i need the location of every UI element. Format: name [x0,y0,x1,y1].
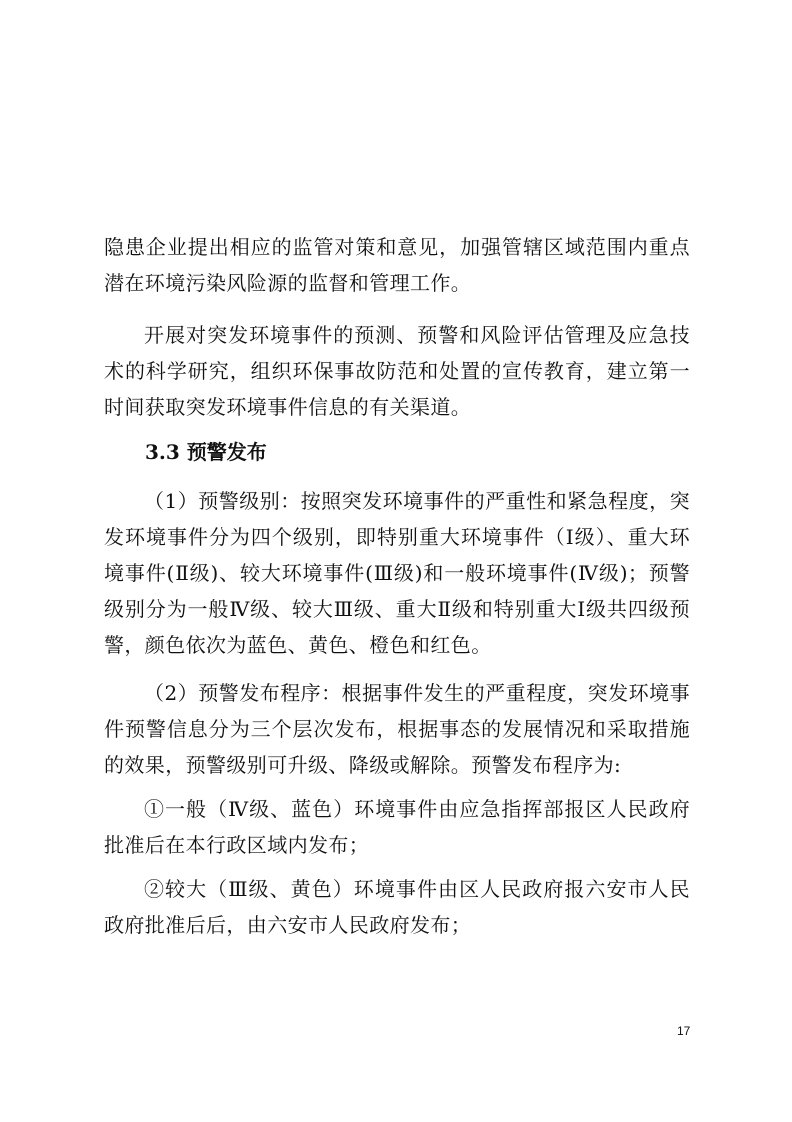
paragraph-level-iv-release: ①一般（Ⅳ级、蓝色）环境事件由应急指挥部报区人民政府批准后在本行政区域内发布； [104,797,690,857]
paragraph-warning-procedure: （2）预警发布程序：根据事件发生的严重程度，突发环境事件预警信息分为三个层次发布，根据事态的发展情况和采取措施的效果，预警级别可升级、降级或解除。预警发布程序为: [104,681,690,777]
paragraph-warning-levels: （1）预警级别：按照突发环境事件的严重性和紧急程度，突发环境事件分为四个级别，即特别重大环境事件（Ⅰ级）、重大环境事件(Ⅱ级)、较大环境事件(Ⅲ级)和一般环境事件(Ⅳ级)；预警级别分为一般Ⅳ级、较大Ⅲ级、重大Ⅱ级和特别重大Ⅰ级共四级预警，颜色依次为蓝色、黄色、橙色和红色。 [104,489,690,657]
paragraph-level-iii-release: ②较大（Ⅲ级、黄色）环境事件由区人民政府报六安市人民政府批准后后，由六安市人民政府发布； [104,877,690,937]
paragraph-research-education: 开展对突发环境事件的预测、预警和风险评估管理及应急技术的科学研究，组织环保事故防范和处置的宣传教育，建立第一时间获取突发环境事件信息的有关渠道。 [104,323,690,419]
paragraph-hazard-supervision: 隐患企业提出相应的监管对策和意见，加强管辖区域范围内重点潜在环境污染风险源的监督和管理工作。 [104,235,690,295]
section-heading: 3.3 预警发布 [145,440,267,464]
page-number: 17 [677,1024,691,1038]
